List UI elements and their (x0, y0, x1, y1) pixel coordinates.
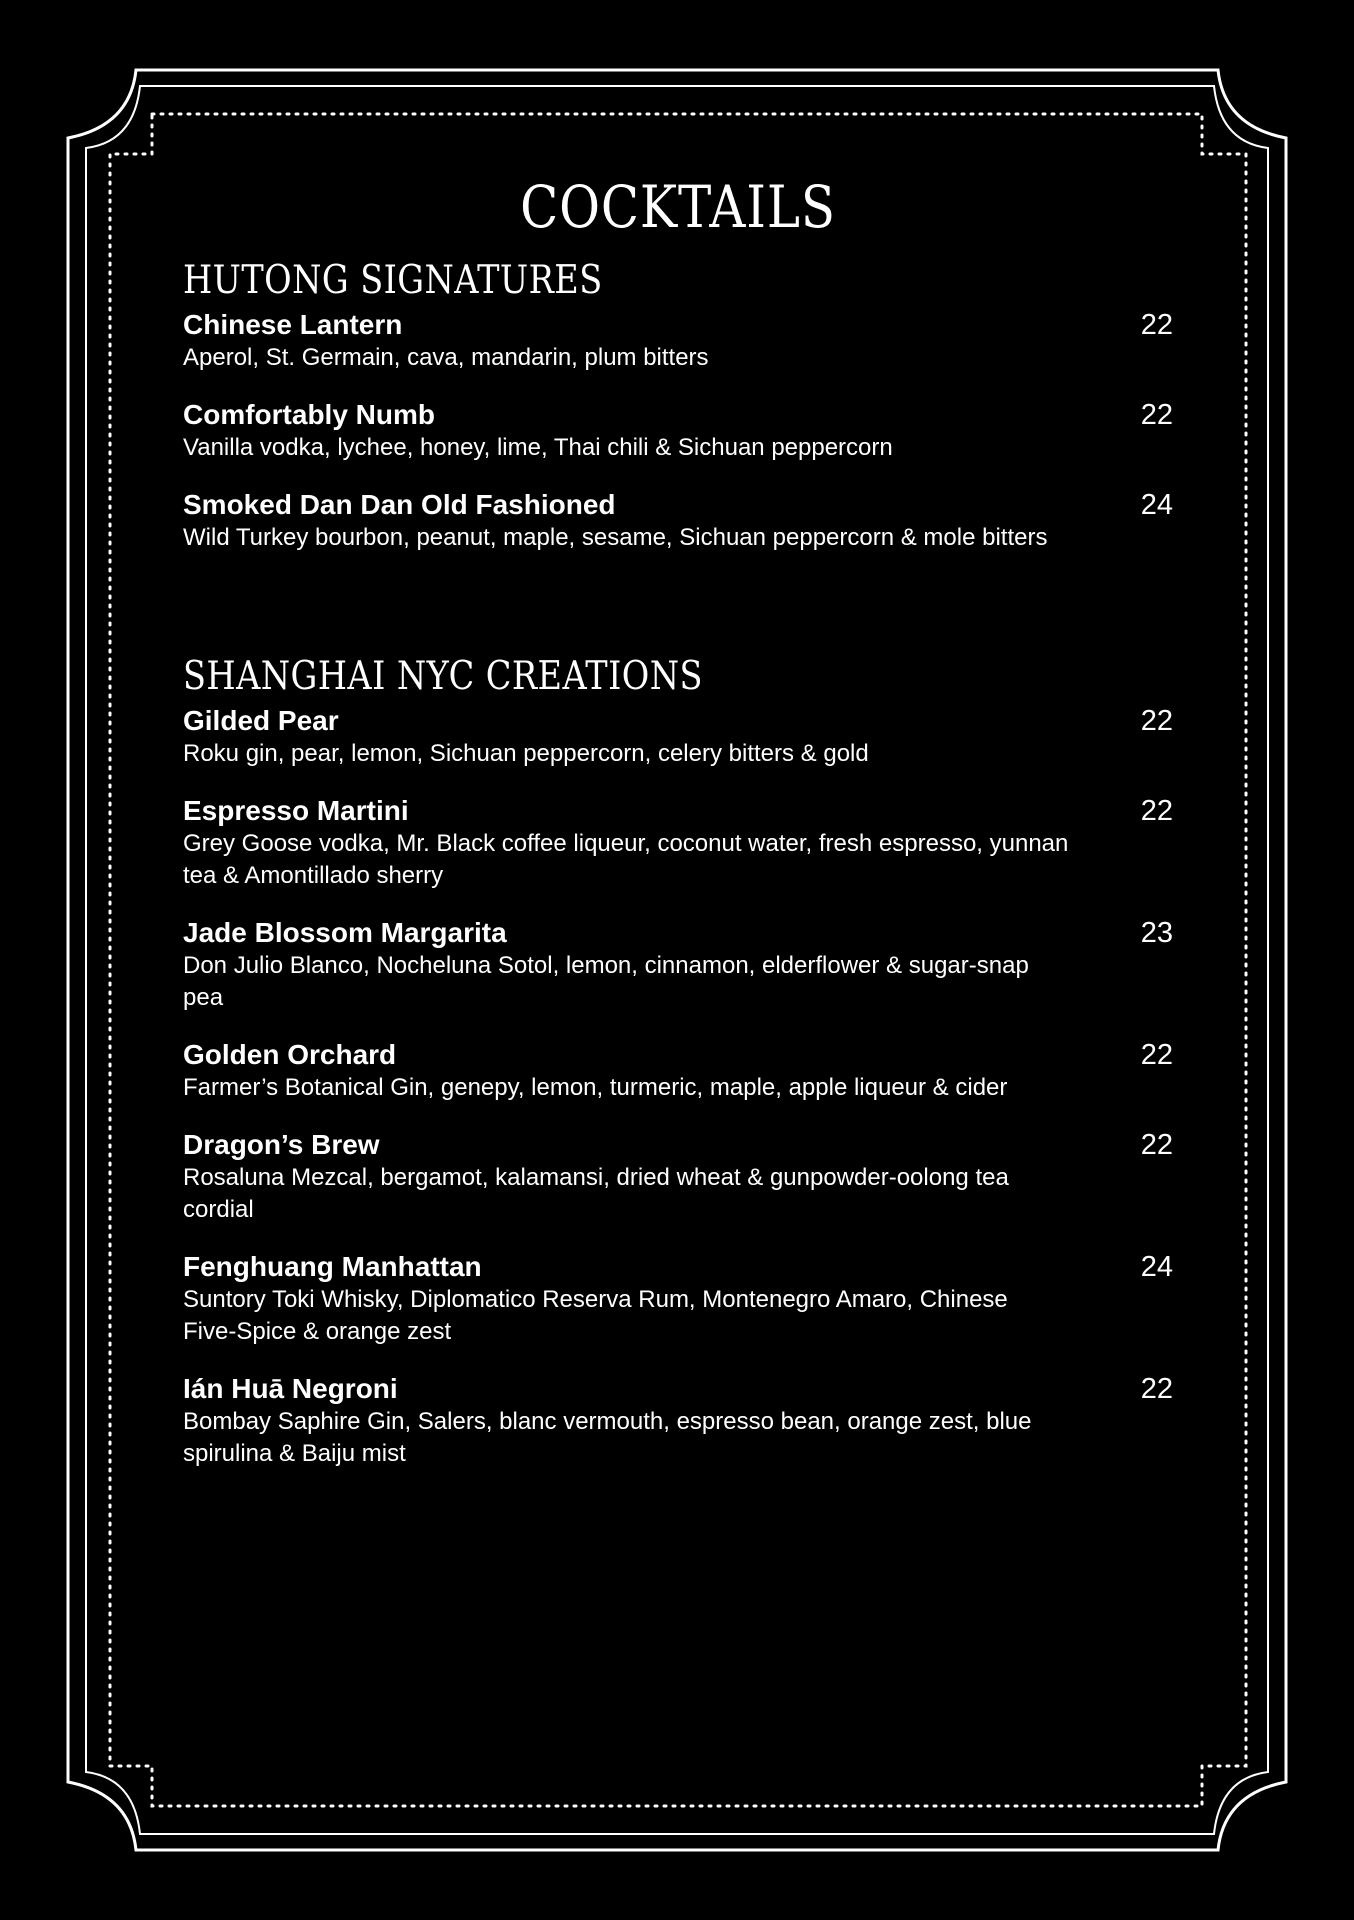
item-description: Grey Goose vodka, Mr. Black coffee liqueur, coconut water, fresh espresso, yunnan tea & Amontillado sherry (183, 830, 1069, 889)
item-description: Vanilla vodka, lychee, honey, lime, Thai chili & Sichuan peppercorn (183, 434, 893, 461)
item-name: Smoked Dan Dan Old Fashioned (183, 489, 616, 520)
item-description: Rosaluna Mezcal, bergamot, kalamansi, dried wheat & gunpowder-oolong tea cordial (183, 1164, 1009, 1223)
item-price: 22 (1140, 795, 1173, 827)
item-name: Gilded Pear (183, 705, 339, 736)
page-title: COCKTAILS (520, 173, 836, 241)
menu-item (183, 308, 1173, 374)
menu-item (183, 794, 1173, 892)
item-price: 22 (1140, 1129, 1173, 1161)
item-price: 22 (1140, 1373, 1173, 1405)
item-price: 23 (1140, 917, 1173, 949)
menu-item (183, 704, 1173, 770)
menu-item (183, 1128, 1173, 1226)
item-name: Ián Huā Negroni (183, 1373, 398, 1404)
item-price: 22 (1140, 309, 1173, 341)
item-price: 24 (1140, 1251, 1173, 1283)
item-description: Farmer’s Botanical Gin, genepy, lemon, turmeric, maple, apple liqueur & cider (183, 1074, 1008, 1101)
item-description: Roku gin, pear, lemon, Sichuan peppercorn, celery bitters & gold (183, 740, 869, 767)
section-title-hutong-signatures: HUTONG SIGNATURES (183, 258, 603, 303)
item-name: Espresso Martini (183, 795, 409, 826)
item-description: Suntory Toki Whisky, Diplomatico Reserva Rum, Montenegro Amaro, Chinese Five-Spice & orange zest (183, 1286, 1008, 1345)
menu-content (183, 170, 1173, 1470)
menu-item (183, 916, 1173, 1014)
item-name: Chinese Lantern (183, 309, 403, 340)
menu-item (183, 398, 1173, 464)
menu-item (183, 1372, 1173, 1470)
section-title-shanghai-nyc-creations: SHANGHAI NYC CREATIONS (183, 654, 703, 699)
menu-item (183, 1250, 1173, 1348)
item-name: Dragon’s Brew (183, 1129, 380, 1160)
menu-item (183, 488, 1173, 554)
item-price: 22 (1140, 399, 1173, 431)
menu-item (183, 1038, 1173, 1104)
item-description: Aperol, St. Germain, cava, mandarin, plum bitters (183, 344, 709, 371)
item-name: Comfortably Numb (183, 399, 435, 430)
item-name: Golden Orchard (183, 1039, 397, 1070)
item-name: Fenghuang Manhattan (183, 1251, 482, 1282)
item-name: Jade Blossom Margarita (183, 917, 507, 948)
shanghai-nyc-creations-list (183, 704, 1173, 1470)
item-price: 22 (1140, 1039, 1173, 1071)
item-price: 24 (1140, 489, 1173, 521)
item-description: Wild Turkey bourbon, peanut, maple, sesame, Sichuan peppercorn & mole bitters (183, 524, 1048, 551)
item-description: Bombay Saphire Gin, Salers, blanc vermouth, espresso bean, orange zest, blue spirulina & Baiju mist (183, 1408, 1032, 1467)
item-price: 22 (1140, 705, 1173, 737)
hutong-signatures-list (183, 308, 1173, 554)
item-description: Don Julio Blanco, Nocheluna Sotol, lemon, cinnamon, elderflower & sugar-snap pea (183, 952, 1029, 1011)
